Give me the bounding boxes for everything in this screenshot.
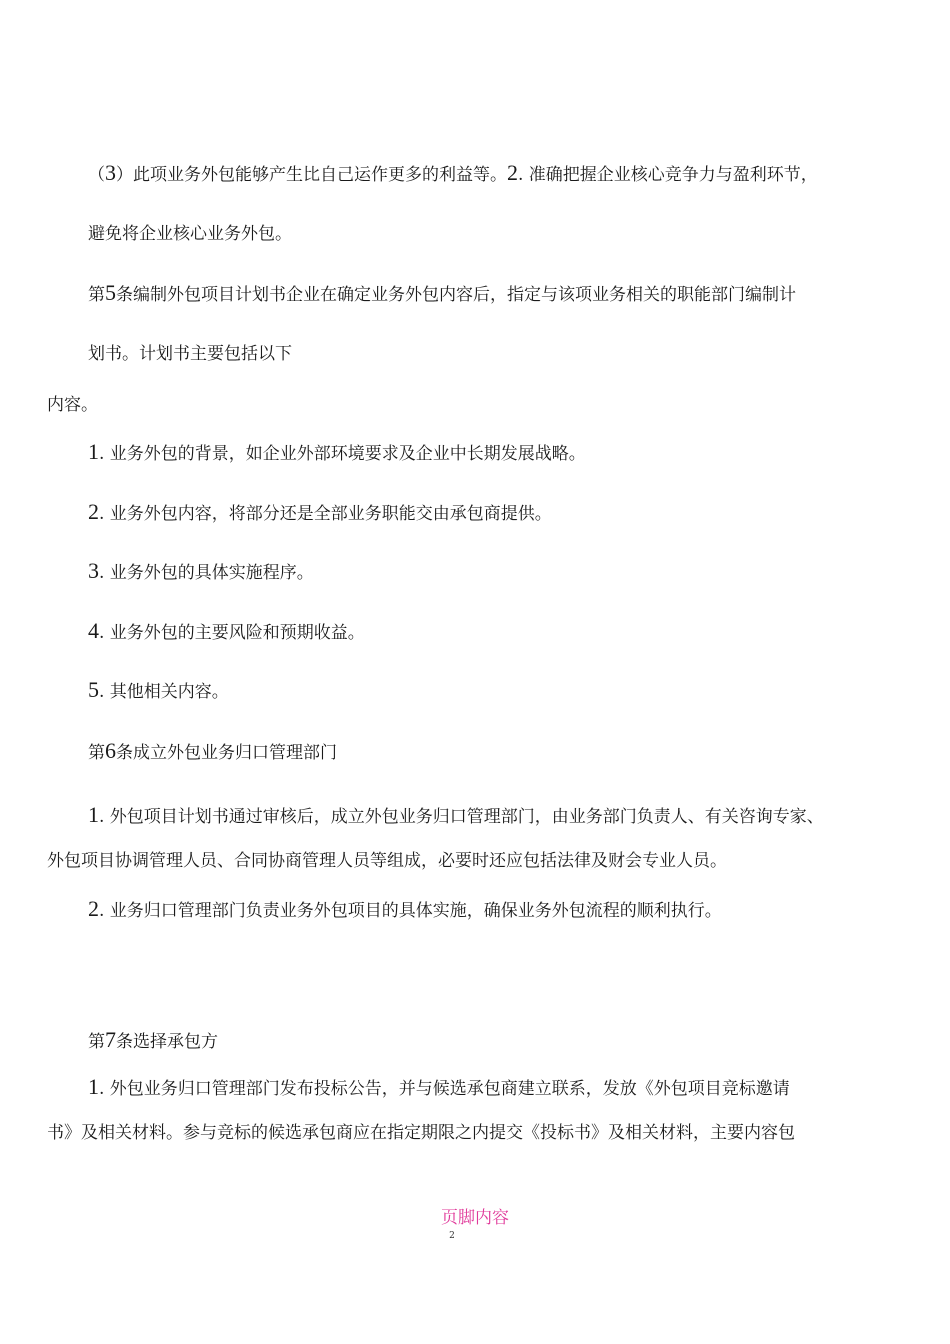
item-text: . 其他相关内容。 [99, 682, 229, 702]
item-text: . 业务外包内容，将部分还是全部业务职能交由承包商提供。 [99, 504, 552, 524]
paragraph-line [88, 222, 292, 246]
article-prefix: 第 [88, 1032, 105, 1052]
paragraph-line [47, 1121, 795, 1145]
article-number: 6 [105, 738, 116, 763]
text-fragment: . 准确把握企业核心竞争力与盈利环节， [518, 165, 818, 185]
item-number: 1 [88, 802, 99, 827]
article-prefix: 第 [88, 743, 105, 763]
text-fragment: 避免将企业核心业务外包。 [88, 224, 292, 244]
paragraph-line [47, 393, 98, 417]
item-text: . 业务外包的主要风险和预期收益。 [99, 623, 365, 643]
item-text: . 业务归口管理部门负责业务外包项目的具体实施，确保业务外包流程的顺利执行。 [99, 901, 722, 921]
item-text: . 外包项目计划书通过审核后，成立外包业务归口管理部门，由业务部门负责人、有关咨询专家、 [99, 807, 824, 827]
item-number: 3 [105, 160, 116, 185]
item-text: . 业务外包的具体实施程序。 [99, 563, 314, 583]
text-fragment: 书》及相关材料。参与竞标的候选承包商应在指定期限之内提交《投标书》及相关材料，主要内容包 [47, 1123, 795, 1143]
article-text: 条成立外包业务归口管理部门 [116, 743, 337, 763]
article-number: 5 [105, 280, 116, 305]
text-fragment: ）此项业务外包能够产生比自己运作更多的利益等。 [116, 165, 507, 185]
article-7-heading [88, 1028, 218, 1054]
item-number: 2 [507, 160, 518, 185]
text-fragment: 内容。 [47, 395, 98, 415]
item-number: 1 [88, 1074, 99, 1099]
article-text: 条编制外包项目计划书企业在确定业务外包内容后，指定与该项业务相关的职能部门编制计 [116, 285, 796, 305]
paragraph-line [47, 849, 727, 873]
article-text: 条选择承包方 [116, 1032, 218, 1052]
list-item [88, 559, 314, 585]
article-number: 7 [105, 1027, 116, 1052]
paragraph-line [88, 342, 292, 366]
list-item [88, 440, 586, 466]
text-fragment: （ [88, 165, 105, 185]
item-number: 4 [88, 618, 99, 643]
list-item [88, 678, 229, 704]
page-number: 2 [449, 1231, 455, 1241]
item-number: 1 [88, 439, 99, 464]
list-item [88, 1075, 790, 1101]
item-number: 5 [88, 677, 99, 702]
article-6-heading [88, 739, 337, 765]
list-item [88, 619, 365, 645]
article-prefix: 第 [88, 285, 105, 305]
item-text: . 业务外包的背景，如企业外部环境要求及企业中长期发展战略。 [99, 444, 586, 464]
list-item [88, 897, 722, 923]
item-number: 3 [88, 558, 99, 583]
article-5-heading [88, 281, 796, 307]
text-fragment: 外包项目协调管理人员、合同协商管理人员等组成，必要时还应包括法律及财会专业人员。 [47, 851, 727, 871]
list-item [88, 500, 552, 526]
footer-content: 页脚内容 [441, 1208, 509, 1228]
text-fragment: 划书。计划书主要包括以下 [88, 344, 292, 364]
paragraph-line [88, 161, 818, 187]
item-number: 2 [88, 499, 99, 524]
list-item [88, 803, 824, 829]
item-number: 2 [88, 896, 99, 921]
item-text: . 外包业务归口管理部门发布投标公告，并与候选承包商建立联系，发放《外包项目竞标邀请 [99, 1079, 790, 1099]
